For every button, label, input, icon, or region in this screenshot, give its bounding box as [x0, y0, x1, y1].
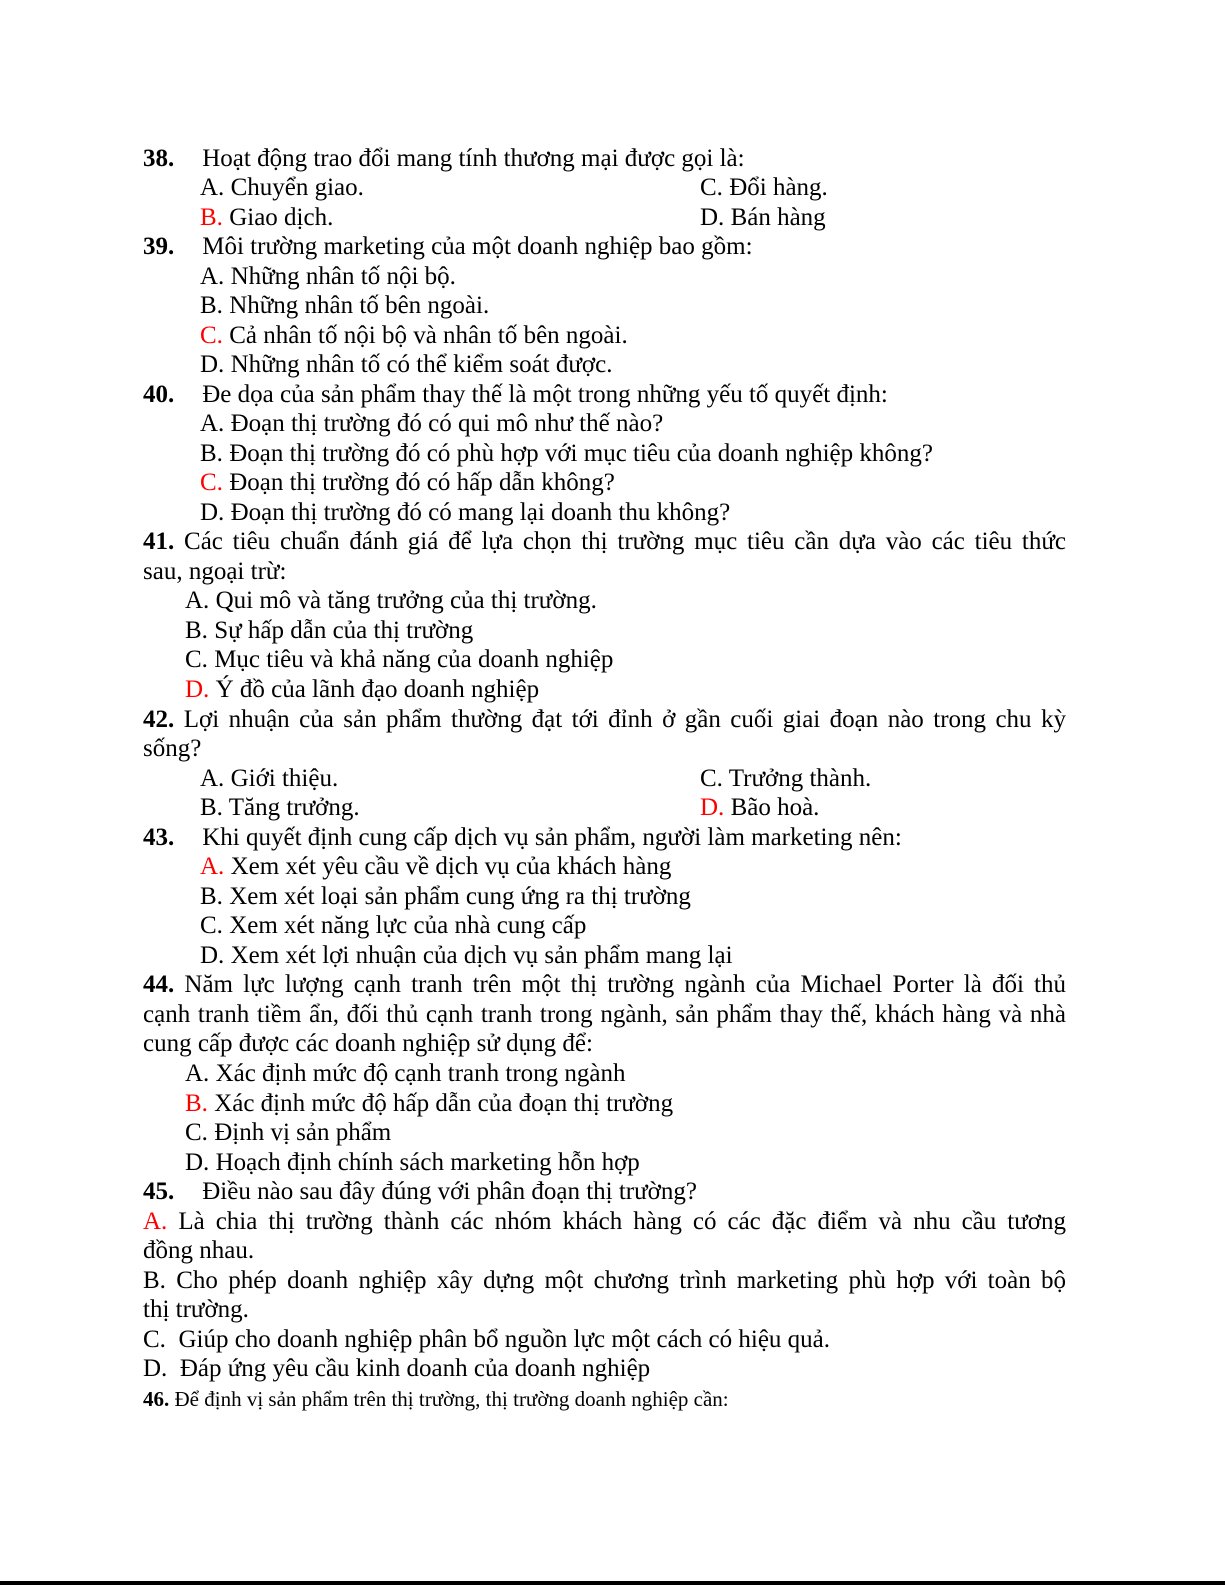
question-text: Năm lực lượng cạnh tranh trên một thị trường ngành của Michael Porter là đối thủ: [184, 971, 1067, 998]
question-45: [143, 1177, 697, 1207]
option-38-c: C. Đổi hàng.: [700, 174, 828, 201]
question-42: [143, 705, 1066, 735]
option-38-a: A. Chuyển giao.: [200, 174, 364, 201]
question-44-cont: cạnh tranh tiềm ẩn, đối thủ cạnh tranh trong ngành, sản phẩm thay thế, khách hàng và nhà: [143, 1001, 1066, 1028]
answer-marker: A.: [200, 853, 225, 880]
answer-marker: A.: [143, 1208, 168, 1235]
option-40-c: C. Đoạn thị trường đó có hấp dẫn không?: [200, 469, 615, 496]
question-number: 41.: [143, 528, 175, 555]
option-45-c: C. Giúp cho doanh nghiệp phân bổ nguồn lực một cách có hiệu quả.: [143, 1326, 831, 1353]
option-40-d: D. Đoạn thị trường đó có mang lại doanh thu không?: [200, 499, 731, 526]
answer-marker: C.: [200, 469, 223, 496]
option-44-d: D. Hoạch định chính sách marketing hỗn hợp: [185, 1149, 640, 1176]
question-text: Khi quyết định cung cấp dịch vụ sản phẩm, người làm marketing nên:: [202, 824, 902, 851]
question-41-cont: sau, ngoại trừ:: [143, 558, 287, 585]
option-41-d: D. Ý đồ của lãnh đạo doanh nghiệp: [185, 676, 540, 703]
question-number: 46.: [143, 1387, 170, 1411]
question-43: [143, 823, 902, 853]
option-39-a: A. Những nhân tố nội bộ.: [200, 263, 456, 290]
question-46: [143, 1384, 729, 1414]
option-42-d: D. Bão hoà.: [700, 794, 820, 821]
option-41-a: A. Qui mô và tăng trưởng của thị trường.: [185, 587, 597, 614]
option-45-a-cont: đồng nhau.: [143, 1237, 255, 1264]
answer-marker: B.: [185, 1090, 208, 1117]
option-40-b: B. Đoạn thị trường đó có phù hợp với mục tiêu của doanh nghiệp không?: [200, 440, 933, 467]
question-text: Hoạt động trao đổi mang tính thương mại được gọi là:: [202, 145, 745, 172]
answer-marker: D.: [700, 794, 725, 821]
option-39-c: C. Cả nhân tố nội bộ và nhân tố bên ngoài.: [200, 322, 628, 349]
option-41-c: C. Mục tiêu và khả năng của doanh nghiệp: [185, 646, 614, 673]
option-42-b: B. Tăng trưởng.: [200, 794, 360, 821]
question-number: 43.: [143, 824, 175, 851]
option-43-b: B. Xem xét loại sản phẩm cung ứng ra thị trường: [200, 883, 691, 910]
question-text: Môi trường marketing của một doanh nghiệp bao gồm:: [202, 233, 753, 260]
question-text: Lợi nhuận của sản phẩm thường đạt tới đỉnh ở gần cuối giai đoạn nào trong chu kỳ: [183, 706, 1066, 733]
option-39-b: B. Những nhân tố bên ngoài.: [200, 292, 490, 319]
question-41: [143, 527, 1066, 557]
option-43-d: D. Xem xét lợi nhuận của dịch vụ sản phẩm mang lại: [200, 942, 733, 969]
option-45-b-cont: thị trường.: [143, 1296, 249, 1323]
question-38: [143, 144, 745, 174]
answer-marker: C.: [200, 322, 223, 349]
option-43-c: C. Xem xét năng lực của nhà cung cấp: [200, 912, 587, 939]
question-number: 40.: [143, 381, 175, 408]
option-44-b: B. Xác định mức độ hấp dẫn của đoạn thị trường: [185, 1090, 674, 1117]
option-45-b: B. Cho phép doanh nghiệp xây dựng một chương trình marketing phù hợp với toàn bộ: [143, 1267, 1066, 1294]
page-bottom-border: [0, 1581, 1225, 1585]
question-number: 45.: [143, 1178, 175, 1205]
question-text: Để định vị sản phẩm trên thị trường, thị trường doanh nghiệp cần:: [169, 1387, 729, 1411]
question-42-cont: sống?: [143, 735, 202, 762]
option-42-a: A. Giới thiệu.: [200, 765, 339, 792]
option-38-d: D. Bán hàng: [700, 204, 826, 231]
option-43-a: A. Xem xét yêu cầu về dịch vụ của khách hàng: [200, 853, 672, 880]
option-39-d: D. Những nhân tố có thể kiểm soát được.: [200, 351, 613, 378]
question-number: 44.: [143, 971, 175, 998]
question-number: 42.: [143, 706, 175, 733]
question-text: Đe dọa của sản phẩm thay thế là một trong những yếu tố quyết định:: [202, 381, 888, 408]
question-text: Các tiêu chuẩn đánh giá để lựa chọn thị trường mục tiêu cần dựa vào các tiêu thức: [184, 528, 1066, 555]
answer-marker: B.: [200, 204, 223, 231]
question-40: [143, 380, 888, 410]
answer-marker: D.: [185, 676, 210, 703]
question-39: [143, 232, 753, 262]
option-45-a: A. Là chia thị trường thành các nhóm khách hàng có các đặc điểm và nhu cầu tương: [143, 1208, 1067, 1235]
option-41-b: B. Sự hấp dẫn của thị trường: [185, 617, 474, 644]
option-45-d: D. Đáp ứng yêu cầu kinh doanh của doanh nghiệp: [143, 1355, 651, 1382]
option-44-c: C. Định vị sản phẩm: [185, 1119, 392, 1146]
option-44-a: A. Xác định mức độ cạnh tranh trong ngành: [185, 1060, 626, 1087]
option-40-a: A. Đoạn thị trường đó có qui mô như thế nào?: [200, 410, 664, 437]
question-number: 39.: [143, 233, 175, 260]
question-44: [143, 970, 1066, 1000]
option-42-c: C. Trưởng thành.: [700, 765, 872, 792]
question-text: Điều nào sau đây đúng với phân đoạn thị trường?: [202, 1178, 698, 1205]
option-38-b: B. Giao dịch.: [200, 204, 334, 231]
question-number: 38.: [143, 145, 175, 172]
question-44-cont: cung cấp được các doanh nghiệp sử dụng để:: [143, 1030, 593, 1057]
